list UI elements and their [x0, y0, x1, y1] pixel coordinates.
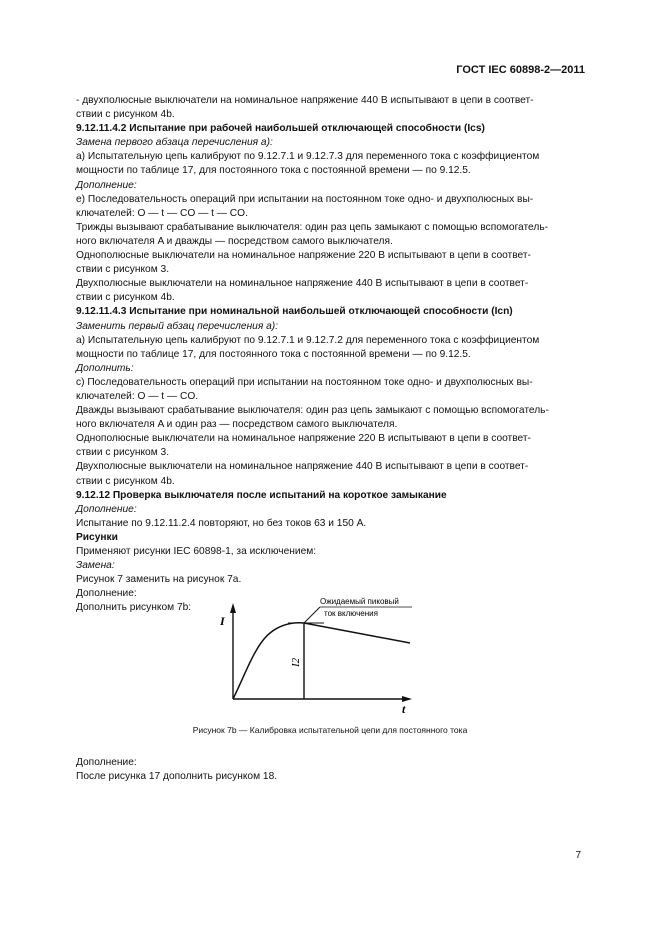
note-label: Заменить первый абзац перечисления a): [76, 320, 279, 332]
note-label: Замена первого абзаца перечисления a): [76, 137, 273, 149]
text-line: Дважды вызывают срабатывание выключателя: один раз цепь замыкают с помощью вспомогатель- [76, 405, 549, 417]
text-line: Применяют рисунки IEC 60898-1, за исключением: [76, 546, 317, 557]
document-body-after-figure [76, 756, 584, 784]
figure-7b [200, 595, 500, 725]
text-line: ствии с рисунком 3. [76, 447, 170, 459]
text-line: Двухполюсные выключатели на номинальное напряжение 440 В испытывают в цепи в соответ- [76, 278, 529, 290]
text-line: мощности по таблице 17, для постоянного тока с постоянной времени — по 9.12.5. [76, 165, 471, 177]
text-line: Однополюсные выключатели на номинальное напряжение 220 В испытывают в цепи в соответ- [76, 433, 531, 445]
page-number: 7 [575, 850, 581, 861]
text-line: Однополюсные выключатели на номинальное напряжение 220 В испытывают в цепи в соответ- [76, 250, 531, 262]
text-line: ключателей: O — t — CO. [76, 390, 199, 402]
x-axis-label: t [402, 702, 406, 716]
text-line: - двухполюсные выключатели на номинальное напряжение 440 В испытывают в цепи в соответ- [76, 95, 534, 106]
text-line: Рисунок 7 заменить на рисунок 7a. [76, 574, 242, 586]
text-line: ного включателя A и дважды — посредством самого выключателя. [76, 235, 393, 247]
text-line: мощности по таблице 17, для постоянного тока с постоянной времени — по 9.12.5. [76, 348, 471, 360]
text-line: ствии с рисунком 4b. [76, 475, 175, 487]
document-body [76, 94, 584, 615]
text-line: Испытание по 9.12.11.2.4 повторяют, но без токов 63 и 150 А. [76, 517, 367, 529]
note-label: Дополнение: [76, 179, 137, 191]
section-heading: 9.12.11.4.3 Испытание при номинальной наибольшей отключающей способности (Icn) [76, 306, 513, 318]
calibration-graph [200, 595, 500, 725]
text-line: Трижды вызывают срабатывание выключателя: один раз цепь замыкают с помощью вспомогатель- [76, 221, 549, 233]
text-line: a) Испытательную цепь калибруют по 9.12.7.1 и 9.12.7.2 для переменного тока с коэффициентом [76, 334, 540, 346]
text-line: ствии с рисунком 3. [76, 264, 170, 276]
text-line: ствии с рисунком 4b. [76, 292, 175, 304]
text-line: ствии с рисунком 4b. [76, 109, 175, 121]
text-line: e) Последовательность операций при испытании на постоянном токе одно- и двухполюсных вы- [76, 193, 534, 205]
y-axis-label: I [220, 614, 225, 628]
figure-caption: Рисунок 7b — Калибровка испытательной цепи для постоянного тока [192, 725, 468, 735]
section-heading: Рисунки [76, 531, 118, 543]
text-line: Двухполюсные выключатели на номинальное напряжение 440 В испытывают в цепи в соответ- [76, 461, 529, 473]
i2-label: I2 [290, 657, 302, 667]
text-line: Дополнение: [76, 757, 137, 768]
annotation-line-1: Ожидаемый пиковый [320, 597, 399, 606]
y-axis-arrow-icon [230, 603, 236, 613]
text-line: Дополнение: [76, 588, 137, 600]
text-line: c) Последовательность операций при испытании на постоянном токе одно- и двухполюсных вы- [76, 376, 533, 388]
document-header: ГОСТ IEC 60898-2—2011 [456, 64, 585, 76]
section-heading: 9.12.12 Проверка выключателя после испытаний на короткое замыкание [76, 489, 447, 501]
text-line: ключателей: O — t — CO — t — CO. [76, 207, 248, 219]
text-line: ного включателя A и один раз — посредством самого выключателя. [76, 419, 398, 431]
section-heading: 9.12.11.4.2 Испытание при рабочей наибольшей отключающей способности (Ics) [76, 123, 485, 135]
note-label: Дополнение: [76, 503, 137, 515]
annotation-leader [304, 607, 320, 623]
annotation-line-2: ток включения [324, 609, 378, 618]
current-curve [233, 623, 410, 699]
note-label: Замена: [76, 560, 115, 572]
note-label: Дополнить: [76, 362, 134, 374]
text-line: Дополнить рисунком 7b: [76, 602, 192, 614]
text-line: После рисунка 17 дополнить рисунком 18. [76, 771, 278, 783]
text-line: a) Испытательную цепь калибруют по 9.12.7.1 и 9.12.7.3 для переменного тока с коэффициентом [76, 151, 540, 163]
